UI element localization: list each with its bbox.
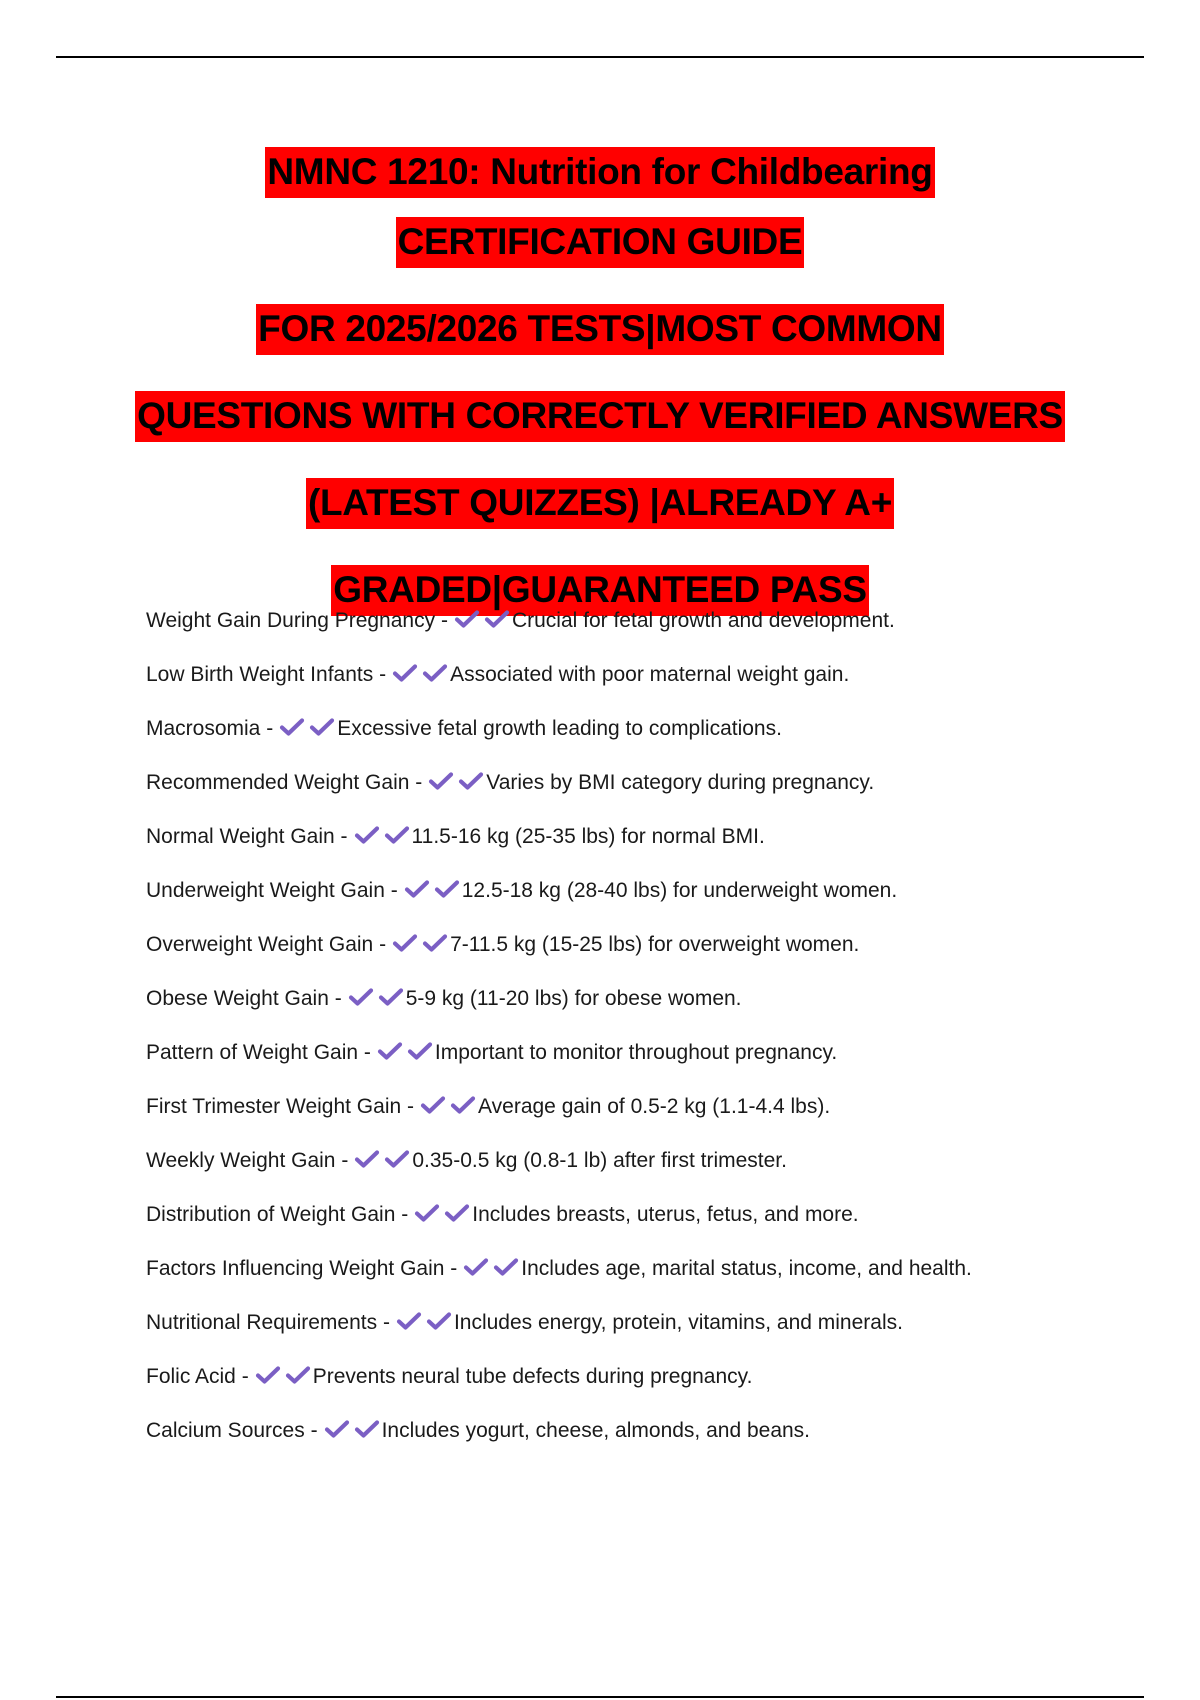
list-item [146,874,1146,928]
checkmark-icon [407,1041,435,1063]
checkmark-icon [420,1095,448,1117]
checkmark-icon [392,933,420,955]
term: Factors Influencing Weight Gain [146,1257,445,1280]
list-item [146,1360,1146,1414]
term: Pattern of Weight Gain [146,1041,359,1064]
answer: 11.5-16 kg (25-35 lbs) for normal BMI. [411,825,765,848]
list-item [146,1414,1146,1468]
checkmark-icon [255,1365,283,1387]
answer: Includes energy, protein, vitamins, and minerals. [453,1311,903,1334]
checkmark-icon [354,1149,382,1171]
list-item [146,1306,1146,1360]
separator: - [241,1365,249,1388]
list-item [146,604,1146,658]
separator: - [341,1149,349,1172]
term: Nutritional Requirements [146,1311,378,1334]
checkmark-icon [396,1311,424,1333]
checkmark-icon [279,717,307,739]
checkmark-icon [378,987,406,1009]
answer: 7-11.5 kg (15-25 lbs) for overweight women. [450,933,860,956]
answer: 5-9 kg (11-20 lbs) for obese women. [405,987,742,1010]
checkmark-icon [444,1203,472,1225]
separator: - [440,609,448,632]
answer: Includes age, marital status, income, and health. [521,1257,972,1280]
checkmark-icon [463,1257,491,1279]
separator: - [379,663,387,686]
term: Weekly Weight Gain [146,1149,336,1172]
list-item [146,982,1146,1036]
checkmark-icon [414,1203,442,1225]
title-line-4: QUESTIONS WITH CORRECTLY VERIFIED ANSWERS [0,386,1200,454]
answer: 0.35-0.5 kg (0.8-1 lb) after first trimester. [412,1149,787,1172]
answer: Varies by BMI category during pregnancy. [486,771,875,794]
list-item [146,1090,1146,1144]
term: Weight Gain During Pregnancy [146,609,436,632]
checkmark-icon [285,1365,313,1387]
checkmark-icon [348,987,376,1009]
checkmark-icon [404,879,432,901]
list-item [146,1144,1146,1198]
checkmark-icon [458,771,486,793]
list-item [146,820,1146,874]
checkmark-icon [422,933,450,955]
checkmark-icon [377,1041,405,1063]
checkmark-icon [384,825,412,847]
checkmark-icon [324,1419,352,1441]
bottom-rule [56,1696,1144,1698]
checkmark-icon [422,663,450,685]
term: First Trimester Weight Gain [146,1095,402,1118]
term: Overweight Weight Gain [146,933,374,956]
term: Recommended Weight Gain [146,771,410,794]
checkmark-icon [354,825,382,847]
answer: Includes yogurt, cheese, almonds, and beans. [381,1419,811,1442]
separator: - [390,879,398,902]
answer: Associated with poor maternal weight gain. [450,663,850,686]
list-item [146,1252,1146,1306]
answer: Includes breasts, uterus, fetus, and more. [472,1203,859,1226]
list-item [146,766,1146,820]
list-item [146,928,1146,982]
term: Normal Weight Gain [146,825,335,848]
separator: - [310,1419,318,1442]
answer: Average gain of 0.5-2 kg (1.1-4.4 lbs). [478,1095,831,1118]
term: Low Birth Weight Infants [146,663,374,686]
checkmark-icon [426,1311,454,1333]
title-line-6: GRADED|GUARANTEED PASS [0,560,1200,628]
separator: - [407,1095,415,1118]
list-item [146,658,1146,712]
list-item [146,712,1146,766]
title-line-1: NMNC 1210: Nutrition for Childbearing [0,142,1200,210]
answer: 12.5-18 kg (28-40 lbs) for underweight women. [461,879,898,902]
list-item [146,1036,1146,1090]
top-rule [56,56,1144,58]
checkmark-icon [454,609,482,631]
checkmark-icon [493,1257,521,1279]
term: Underweight Weight Gain [146,879,385,902]
checkmark-icon [392,663,420,685]
answer: Important to monitor throughout pregnancy. [434,1041,838,1064]
separator: - [450,1257,458,1280]
checkmark-icon [354,1419,382,1441]
checkmark-icon [384,1149,412,1171]
term: Distribution of Weight Gain [146,1203,396,1226]
separator: - [415,771,423,794]
document-title [0,142,1200,628]
term: Macrosomia [146,717,261,740]
answer: Prevents neural tube defects during pregnancy. [312,1365,753,1388]
separator: - [266,717,274,740]
qa-list [146,604,1146,1468]
title-line-2: CERTIFICATION GUIDE [0,212,1200,280]
separator: - [401,1203,409,1226]
separator: - [379,933,387,956]
answer: Excessive fetal growth leading to complications. [337,717,782,740]
checkmark-icon [450,1095,478,1117]
checkmark-icon [434,879,462,901]
checkmark-icon [428,771,456,793]
separator: - [334,987,342,1010]
title-line-5: (LATEST QUIZZES) |ALREADY A+ [0,473,1200,541]
term: Calcium Sources [146,1419,305,1442]
answer: Crucial for fetal growth and development. [511,609,895,632]
list-item [146,1198,1146,1252]
separator: - [363,1041,371,1064]
title-line-3: FOR 2025/2026 TESTS|MOST COMMON [0,299,1200,367]
checkmark-icon [484,609,512,631]
checkmark-icon [309,717,337,739]
term: Obese Weight Gain [146,987,329,1010]
term: Folic Acid [146,1365,236,1388]
separator: - [340,825,348,848]
separator: - [382,1311,390,1334]
